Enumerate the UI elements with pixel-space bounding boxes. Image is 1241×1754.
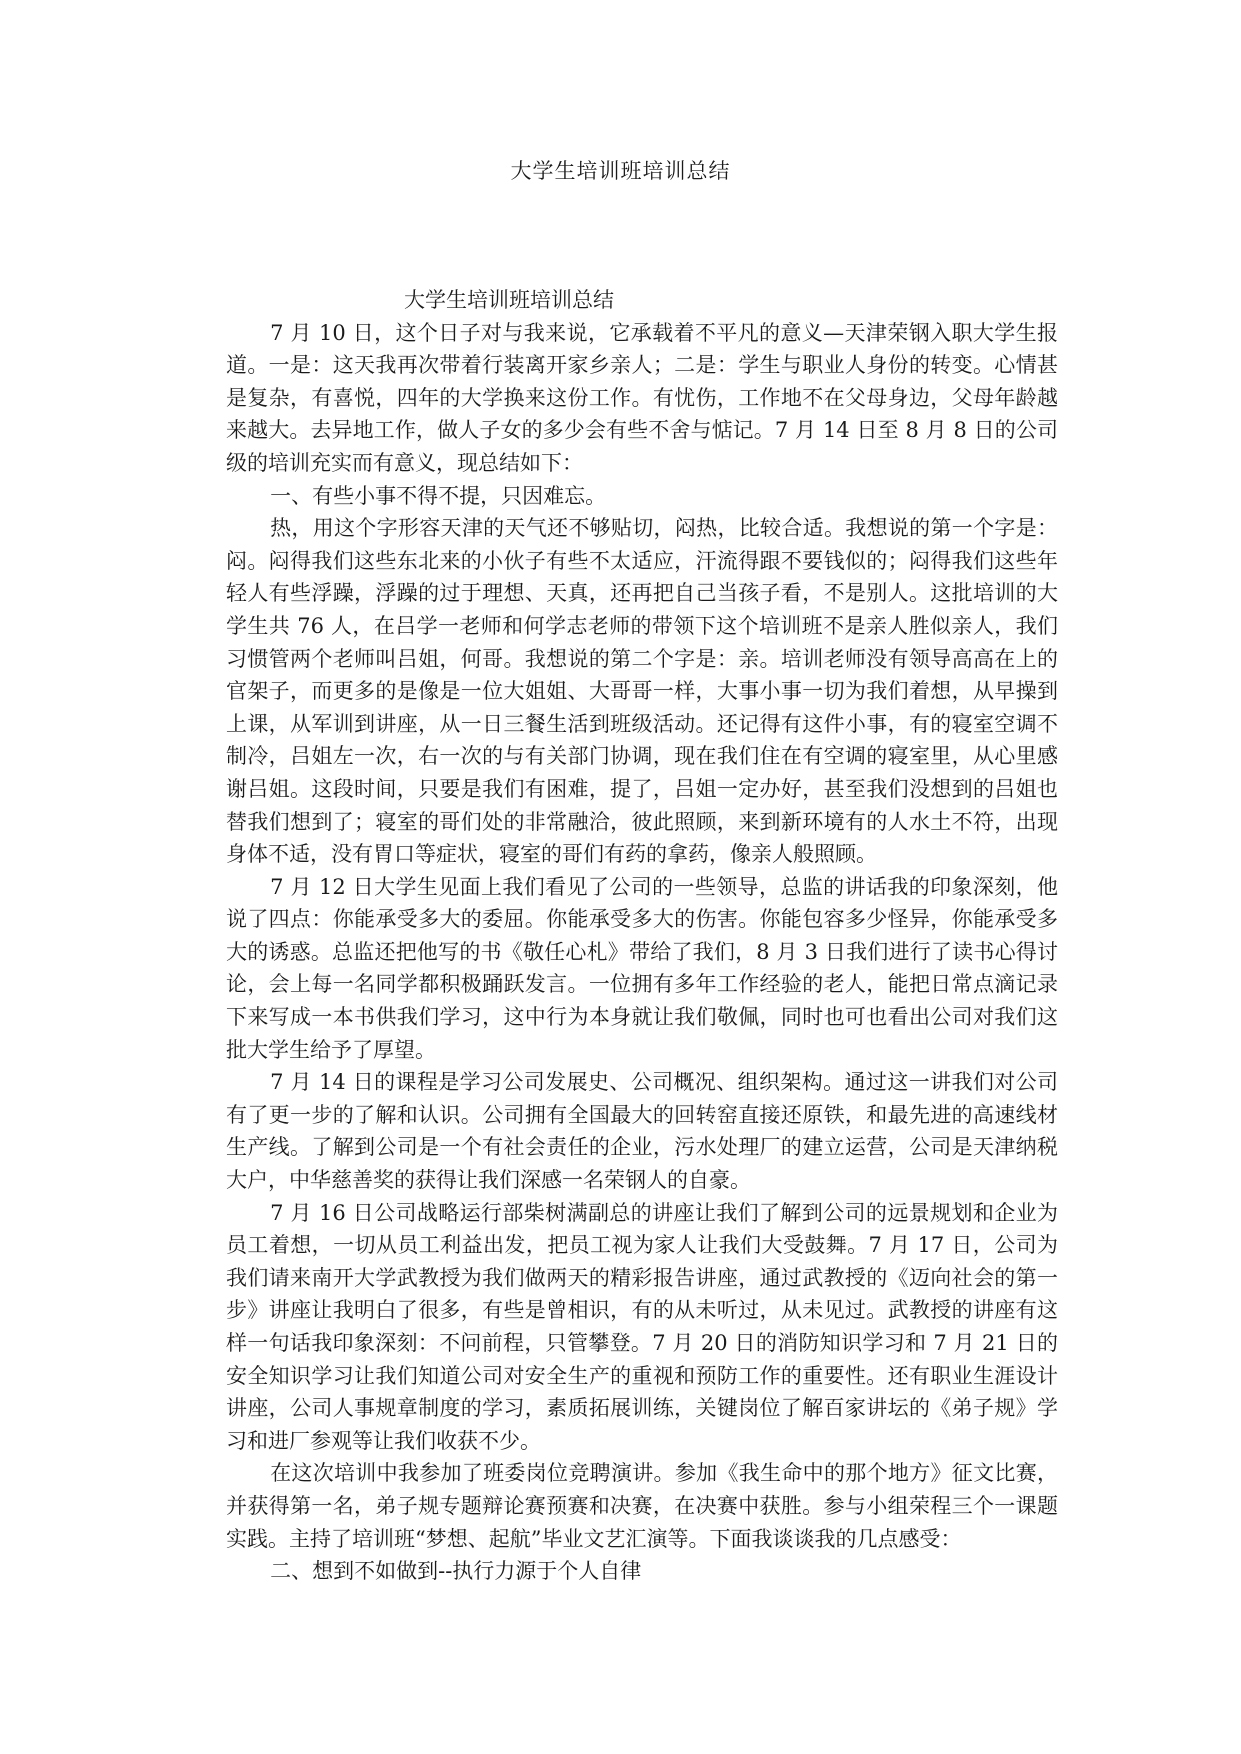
paragraph-july-14: 7 月 14 日的课程是学习公司发展史、公司概况、组织架构。通过这一讲我们对公司有了更一步的了解和认识。公司拥有全国最大的回转窑直接还原铁，和最先进的高速线材生产线。了解到公司是一个有社会责任的企业，污水处理厂的建立运营，公司是天津纳税大户，中华慈善奖的获得让我们深感一名荣钢人的自豪。	[226, 1070, 1058, 1193]
paragraph-activities: 在这次培训中我参加了班委岗位竞聘演讲。参加《我生命中的那个地方》征文比赛，并获得第一名，弟子规专题辩论赛预赛和决赛，在决赛中获胜。参与小组荣程三个一课题实践。主持了培训班“梦想、起航”毕业文艺汇演等。下面我谈谈我的几点感受：	[226, 1461, 1058, 1551]
paragraph-july-12: 7 月 12 日大学生见面上我们看见了公司的一些领导，总监的讲话我的印象深刻，他说了四点：你能承受多大的委屈。你能承受多大的伤害。你能包容多少怪异，你能承受多大的诱惑。总监还把他写的书《敬任心札》带给了我们，8 月 3 日我们进行了读书心得讨论，会上每一名同学都积极踊跃发言。一位拥有多年工作经验的老人，能把日常点滴记录下来写成一本书供我们学习，这中行为本身就让我们敬佩，同时也可也看出公司对我们这批大学生给予了厚望。	[226, 874, 1058, 1062]
paragraph-july-16: 7 月 16 日公司战略运行部柴树满副总的讲座让我们了解到公司的远景规划和企业为员工着想，一切从员工利益出发，把员工视为家人让我们大受鼓舞。7 月 17 日，公司为我们请来南开大学武教授为我们做两天的精彩报告讲座，通过武教授的《迈向社会的第一步》讲座让我明白了很多，有些是曾相识，有的从未听过，从未见过。武教授的讲座有这样一句话我印象深刻：不问前程，只管攀登。7 月 20 日的消防知识学习和 7 月 21 日的安全知识学习让我们知道公司对安全生产的重视和预防工作的重要性。还有职业生涯设计讲座，公司人事规章制度的学习，素质拓展训练，关键岗位了解百家讲坛的《弟子规》学习和进厂参观等让我们收获不少。	[226, 1200, 1058, 1453]
document-body	[226, 284, 1058, 1588]
document-title: 大学生培训班培训总结	[510, 159, 731, 183]
paragraph-intro: 7 月 10 日，这个日子对与我来说，它承载着不平凡的意义—天津荣钢入职大学生报道。一是：这天我再次带着行装离开家乡亲人；二是：学生与职业人身份的转变。心情甚是复杂，有喜悦，四年的大学换来这份工作。有忧伤，工作地不在父母身边，父母年龄越来越大。去异地工作，做人子女的多少会有些不舍与惦记。7 月 14 日至 8 月 8 日的公司级的培训充实而有意义，现总结如下：	[226, 320, 1058, 475]
section-title: 大学生培训班培训总结	[404, 288, 614, 312]
heading-part-one: 一、有些小事不得不提，只因难忘。	[270, 483, 607, 508]
heading-part-two: 二、想到不如做到--执行力源于个人自律	[270, 1559, 642, 1584]
paragraph-heat-and-kinship: 热，用这个字形容天津的天气还不够贴切，闷热，比较合适。我想说的第一个字是：闷。闷得我们这些东北来的小伙子有些不太适应，汗流得跟不要钱似的；闷得我们这些年轻人有些浮躁，浮躁的过于理想、天真，还再把自己当孩子看，不是别人。这批培训的大学生共 76 人，在吕学一老师和何学志老师的带领下这个培训班不是亲人胜似亲人，我们习惯管两个老师叫吕姐，何哥。我想说的第二个字是：亲。培训老师没有领导高高在上的官架子，而更多的是像是一位大姐姐、大哥哥一样，大事小事一切为我们着想，从早操到上课，从军训到讲座，从一日三餐生活到班级活动。还记得有这件小事，有的寝室空调不制冷，吕姐左一次，右一次的与有关部门协调，现在我们住在有空调的寝室里，从心里感谢吕姐。这段时间，只要是我们有困难，提了，吕姐一定办好，甚至我们没想到的吕姐也替我们想到了；寝室的哥们处的非常融洽，彼此照顾，来到新环境有的人水土不符，出现身体不适，没有胃口等症状，寝室的哥们有药的拿药，像亲人般照顾。	[226, 516, 1058, 867]
